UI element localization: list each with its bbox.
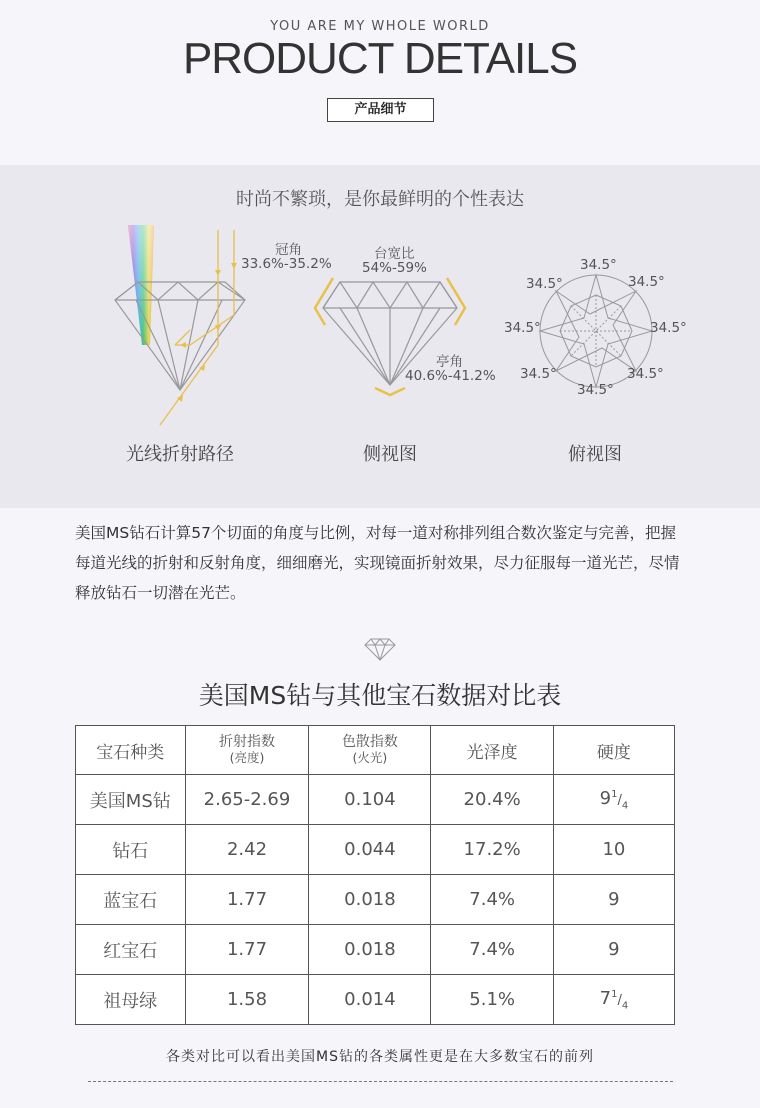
table-row (76, 925, 675, 975)
angle-bottom-left: 34.5° (520, 366, 557, 382)
crown-angle-value: 33.6%-35.2% (241, 256, 332, 272)
angle-top-right: 34.5° (628, 274, 665, 290)
table-ratio-label: 台宽比 (374, 246, 415, 262)
diamond-icon (364, 637, 396, 661)
header-luster: 光泽度 (431, 726, 553, 775)
cell-luster: 7.4% (431, 925, 553, 975)
cell-dispersion: 0.018 (309, 925, 431, 975)
dashed-divider (88, 1081, 673, 1082)
cell-hardness: 9 (553, 875, 674, 925)
header-dispersion: 色散指数 (火光) (309, 726, 431, 775)
cell-name: 红宝石 (76, 925, 186, 975)
cell-luster: 20.4% (431, 775, 553, 825)
description-text: 美国MS钻石计算57个切面的角度与比例，对每一道对称排列组合数次鉴定与完善，把握每道光线的折射和反射角度，细细磨光，实现镜面折射效果，尽力征服每一道光芒，尽情释放钻石一切潜在光芒。 (75, 524, 680, 602)
table-header-row (76, 726, 675, 775)
top-view-caption: 俯视图 (568, 444, 622, 465)
table-row (76, 775, 675, 825)
cell-luster: 5.1% (431, 975, 553, 1025)
angle-bottom: 34.5° (577, 382, 614, 398)
cell-hardness: 9 (553, 925, 674, 975)
cell-hardness: $7^1/_4$ (553, 975, 674, 1025)
pavilion-angle-value: 40.6%-41.2% (405, 368, 496, 384)
comparison-table (75, 725, 675, 1025)
angle-top-left: 34.5° (526, 276, 563, 292)
table-title: 美国MS钻与其他宝石数据对比表 (198, 681, 562, 710)
cell-refraction: 2.42 (185, 825, 309, 875)
cell-refraction: 2.65-2.69 (185, 775, 309, 825)
cell-name: 祖母绿 (76, 975, 186, 1025)
feature-heading: 时尚不繁琐，是你最鲜明的个性表达 (236, 189, 524, 210)
cell-dispersion: 0.014 (309, 975, 431, 1025)
table-row (76, 825, 675, 875)
table-row (76, 975, 675, 1025)
angle-right: 34.5° (650, 320, 687, 336)
cell-name: 钻石 (76, 825, 186, 875)
crown-angle-label: 冠角 (275, 242, 302, 258)
header-hardness: 硬度 (553, 726, 674, 775)
cell-hardness: 10 (553, 825, 674, 875)
cell-refraction: 1.58 (185, 975, 309, 1025)
page-header (0, 0, 760, 165)
table-ratio-value: 54%-59% (362, 260, 427, 276)
cell-dispersion: 0.018 (309, 875, 431, 925)
pavilion-angle-label: 亭角 (436, 354, 463, 370)
refraction-caption: 光线折射路径 (126, 444, 234, 465)
cell-name: 蓝宝石 (76, 875, 186, 925)
cell-luster: 17.2% (431, 825, 553, 875)
side-view-caption: 侧视图 (363, 444, 417, 465)
cell-luster: 7.4% (431, 875, 553, 925)
header-gem-type: 宝石种类 (76, 726, 186, 775)
cn-title-badge: 产品细节 (327, 98, 434, 122)
angle-left: 34.5° (504, 320, 541, 336)
footer-note: 各类对比可以看出美国MS钻的各类属性更是在大多数宝石的前列 (166, 1049, 594, 1065)
angle-bottom-right: 34.5° (627, 366, 664, 382)
header-refraction: 折射指数 (亮度) (185, 726, 309, 775)
cell-refraction: 1.77 (185, 875, 309, 925)
tagline: YOU ARE MY WHOLE WORLD (270, 19, 490, 34)
table-row (76, 875, 675, 925)
cell-refraction: 1.77 (185, 925, 309, 975)
cell-name: 美国MS钻 (76, 775, 186, 825)
cell-hardness: $9^1/_4$ (553, 775, 674, 825)
cell-dispersion: 0.044 (309, 825, 431, 875)
page-title: PRODUCT DETAILS (182, 34, 578, 83)
cell-dispersion: 0.104 (309, 775, 431, 825)
angle-top: 34.5° (580, 257, 617, 273)
